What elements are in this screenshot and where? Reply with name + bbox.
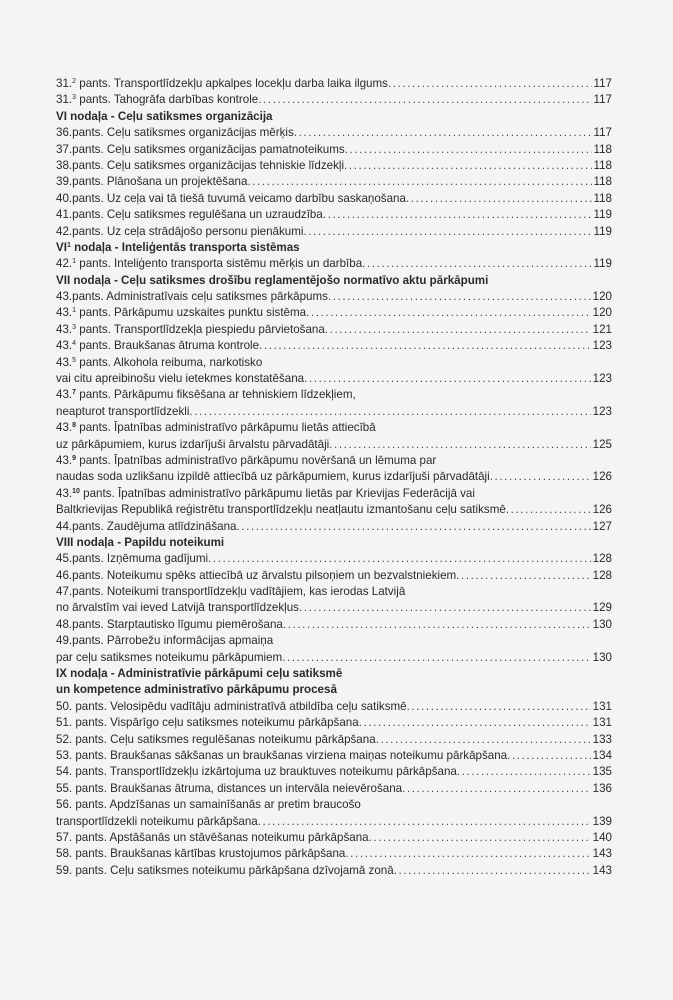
toc-entry: 57. pants. Apstāšanās un stāvēšanas noteikumu pārkāpšana ..... 140 <box>56 830 612 846</box>
toc-entry: 59. pants. Ceļu satiksmes noteikumu pārkāpšana dzīvojamā zonā ..... 143 <box>56 863 612 879</box>
page-number: 128 <box>592 552 612 566</box>
toc-entry: 46.pants. Noteikumu spēks attiecībā uz ārvalstu pilsoņiem un bezvalstniekiem ..... 128 <box>56 568 612 584</box>
dot-leader <box>402 781 591 797</box>
dot-leader <box>388 76 592 92</box>
dot-leader <box>189 404 590 420</box>
page-number: 117 <box>593 76 612 90</box>
page-number: 118 <box>593 191 612 205</box>
page-number: 139 <box>592 814 612 828</box>
page-number: 131 <box>592 716 612 730</box>
dot-leader <box>304 371 591 387</box>
dot-leader <box>306 305 591 321</box>
toc-entry: 43.$^1$ pants. Pārkāpumu uzskaites punktu sistēma ..... 120 <box>56 305 612 321</box>
page-number: 130 <box>592 617 612 631</box>
toc-entry: 40.pants. Uz ceļa vai tā tiešā tuvumā veicamo darbību saskaņošana ..... 118 <box>56 191 612 207</box>
page-number: 119 <box>593 224 612 238</box>
toc-entry: 53. pants. Braukšanas sākšanas un braukšanas virziena maiņas noteikumu pārkāpšana ..... 134 <box>56 748 612 764</box>
toc-entry: 58. pants. Braukšanas kārtības krustojumos pārkāpšana ..... 143 <box>56 846 612 862</box>
page-number: 118 <box>593 175 612 189</box>
page-number: 131 <box>592 699 612 713</box>
chapter-heading: VII nodaļa - Ceļu satiksmes drošību reglamentējošo normatīvo aktu pārkāpumi <box>56 273 489 287</box>
toc-entry: uz pārkāpumiem, kurus izdarījuši ārvalstu pārvadātāji ..... 125 <box>56 437 612 453</box>
dot-leader <box>329 437 590 453</box>
table-of-contents <box>56 76 612 879</box>
page-number: 126 <box>592 470 612 484</box>
toc-entry-first-line: 49.pants. Pārrobežu informācijas apmaiņa <box>56 634 274 648</box>
page-number: 119 <box>593 208 612 222</box>
page-number: 134 <box>592 749 612 762</box>
page-number: 117 <box>593 93 612 107</box>
chapter-heading-line2: un kompetence administratīvo pārkāpumu procesā <box>56 683 337 697</box>
dot-leader <box>236 519 590 535</box>
dot-leader <box>456 568 590 584</box>
dot-leader <box>258 92 591 108</box>
page-number: 120 <box>592 306 612 320</box>
page-number: 136 <box>592 781 612 795</box>
dot-leader <box>394 863 591 879</box>
toc-entry: 31.$^2$ pants. Transportlīdzekļu apkalpes locekļu darba laika ilgums ..... 117 <box>56 76 612 92</box>
dot-leader <box>345 846 590 862</box>
page-number: 143 <box>592 847 612 861</box>
dot-leader <box>369 830 591 846</box>
dot-leader <box>362 256 591 272</box>
toc-entry: neapturot transportlīdzekli ..... 123 <box>56 404 612 420</box>
dot-leader <box>258 814 591 830</box>
page-number: 123 <box>592 404 612 418</box>
dot-leader <box>506 502 591 518</box>
dot-leader <box>344 158 591 174</box>
toc-entry: 37.pants. Ceļu satiksmes organizācijas pamatnoteikums ..... 118 <box>56 142 612 158</box>
toc-entry-first-line: 56. pants. Apdzīšanas un samainīšanās ar pretim braucošo <box>56 798 361 812</box>
page-number: 120 <box>592 290 612 304</box>
dot-leader <box>376 732 591 748</box>
dot-leader <box>282 650 590 666</box>
toc-entry: 48.pants. Starptautisko līgumu piemērošana ..... 130 <box>56 617 612 633</box>
toc-entry: Baltkrievijas Republikā reģistrētu transportlīdzekļu neatļautu izmantošanu ceļu satiksmē ..... 126 <box>56 502 612 518</box>
chapter-heading: VIII nodaļa - Papildu noteikumi <box>56 535 225 549</box>
toc-entry: naudas soda uzlikšanu izpildē attiecībā uz pārkāpumiem, kurus izdarījuši pārvadātāji ..... 126 <box>56 469 612 485</box>
toc-entry: 42.$^1$ pants. Inteliģento transporta sistēmu mērķis un darbība ..... 119 <box>56 256 612 272</box>
toc-entry-first-line: 43.$^9$ pants. Īpatnības administratīvo pārkāpumu novēršanā un lēmuma par <box>56 453 437 467</box>
dot-leader <box>457 764 591 780</box>
page-number: 125 <box>592 437 612 451</box>
dot-leader <box>294 125 592 141</box>
toc-entry: 51. pants. Vispārīgo ceļu satiksmes noteikumu pārkāpšana ..... 131 <box>56 715 612 731</box>
chapter-heading: IX nodaļa - Administratīvie pārkāpumi ceļu satiksmē <box>56 667 343 681</box>
page-number: 117 <box>593 126 612 140</box>
page-number: 123 <box>592 372 612 386</box>
dot-leader <box>299 600 591 616</box>
page-number: 135 <box>592 765 612 779</box>
dot-leader <box>323 207 592 223</box>
page-number: 118 <box>593 142 612 156</box>
toc-entry: 39.pants. Plānošana un projektēšana ..... 118 <box>56 174 612 190</box>
toc-entry-first-line: 43.$^5$ pants. Alkohola reibuma, narkotisko <box>56 355 263 369</box>
toc-entry: 43.pants. Administratīvais ceļu satiksmes pārkāpums ..... 120 <box>56 289 612 305</box>
dot-leader <box>406 191 592 207</box>
toc-entry: 43.$^3$ pants. Transportlīdzekļa piespiedu pārvietošana ..... 121 <box>56 322 612 338</box>
toc-entry: 42.pants. Uz ceļa strādājošo personu pienākumi ..... 119 <box>56 224 612 240</box>
toc-entry-first-line: 47.pants. Noteikumi transportlīdzekļu vadītājiem, kas ierodas Latvijā <box>56 585 406 599</box>
toc-entry: 43.$^4$ pants. Braukšanas ātruma kontrole ..... 123 <box>56 338 612 354</box>
page-number: 121 <box>592 322 612 336</box>
toc-entry: 36.pants. Ceļu satiksmes organizācijas mērķis ..... 117 <box>56 125 612 141</box>
toc-entry-first-line: 43.$^7$ pants. Pārkāpumu fiksēšana ar tehniskiem līdzekļiem, <box>56 388 356 402</box>
toc-entry: transportlīdzekli noteikumu pārkāpšana ..... 139 <box>56 814 612 830</box>
toc-entry: 41.pants. Ceļu satiksmes regulēšana un uzraudzība ..... 119 <box>56 207 612 223</box>
page-number: 126 <box>592 503 612 517</box>
toc-entry: par ceļu satiksmes noteikumu pārkāpumiem ..... 130 <box>56 650 612 666</box>
dot-leader <box>407 699 591 715</box>
page-number: 119 <box>593 257 612 271</box>
toc-entry: 31.$^3$ pants. Tahogrāfa darbības kontrole ..... 117 <box>56 92 612 108</box>
toc-entry: 54. pants. Transportlīdzekļu izkārtojuma uz brauktuves noteikumu pārkāpšana ..... 135 <box>56 764 612 780</box>
toc-entry: 38.pants. Ceļu satiksmes organizācijas tehniskie līdzekļi ..... 118 <box>56 158 612 174</box>
dot-leader <box>490 469 591 485</box>
page-number: 130 <box>592 650 612 664</box>
chapter-heading: $VI^1$ nodaļa - Inteliģentās transporta sistēmas <box>56 240 300 254</box>
page-number: 123 <box>592 339 612 353</box>
dot-leader <box>208 551 591 567</box>
dot-leader <box>303 224 591 240</box>
toc-entry: 44.pants. Zaudējuma atlīdzināšana ..... 127 <box>56 519 612 535</box>
toc-entry: no ārvalstīm vai ieved Latvijā transportlīdzekļus ..... 129 <box>56 601 612 617</box>
dot-leader <box>247 174 591 190</box>
dot-leader <box>328 289 591 305</box>
toc-entry: vai citu apreibinošu vielu ietekmes konstatēšana ..... 123 <box>56 371 612 387</box>
page-number: 127 <box>592 519 612 533</box>
toc-entry-first-line: 43.10 pants. Īpatnības administratīvo pārkāpumu lietās par Krievijas Federācijā vai <box>56 486 475 500</box>
toc-entry: 50. pants. Velosipēdu vadītāju administratīvā atbildība ceļu satiksmē ..... 131 <box>56 699 612 715</box>
page-number: 140 <box>592 830 612 844</box>
page-number: 133 <box>592 732 612 746</box>
toc-entry: 55. pants. Braukšanas ātruma, distances un intervāla neievērošana ..... 136 <box>56 781 612 797</box>
page-number: 118 <box>593 158 612 172</box>
dot-leader <box>259 338 591 354</box>
dot-leader <box>283 617 591 633</box>
dot-leader <box>507 748 591 764</box>
toc-entry: 52. pants. Ceļu satiksmes regulēšanas noteikumu pārkāpšana ..... 133 <box>56 732 612 748</box>
dot-leader <box>345 142 592 158</box>
chapter-heading: VI nodaļa - Ceļu satiksmes organizācija <box>56 109 273 123</box>
toc-entry: 45.pants. Izņēmuma gadījumi ..... 128 <box>56 551 612 567</box>
page-number: 129 <box>592 601 612 615</box>
dot-leader <box>359 715 591 731</box>
page-number: 143 <box>592 863 612 877</box>
page-number: 128 <box>592 568 612 582</box>
toc-entry-first-line: 43.$^8$ pants. Īpatnības administratīvo pārkāpumu lietās attiecībā <box>56 421 376 435</box>
dot-leader <box>325 322 591 338</box>
